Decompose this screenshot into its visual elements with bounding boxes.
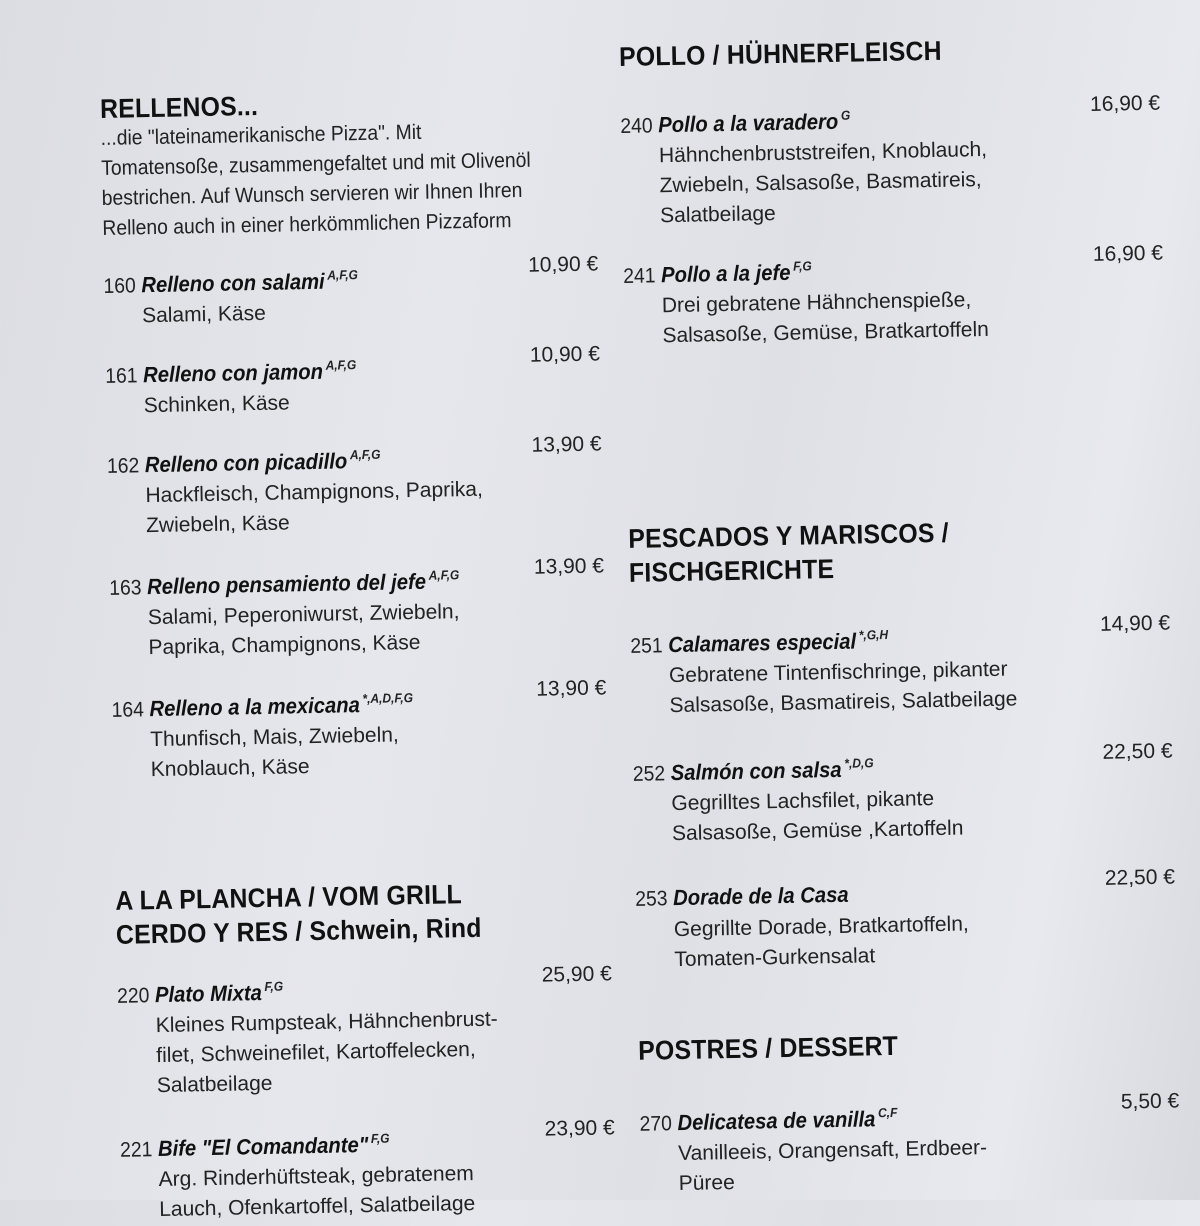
item-name: Pollo a la varadero [658, 108, 839, 138]
desc-line: Salsasoße, Gemüse ,Kartoffeln [671, 816, 964, 846]
item-allergens: C,F [877, 1104, 898, 1121]
desc-line: Tomaten-Gurkensalat [674, 944, 876, 972]
menu-item-163 [109, 554, 606, 663]
desc-line: Hackfleisch, Champignons, Paprika, [145, 477, 484, 508]
menu-item-160 [103, 252, 599, 331]
item-number: 163 [109, 576, 142, 600]
menu-item-220 [116, 962, 614, 1101]
item-number: 240 [620, 114, 653, 138]
item-name: Plato Mixta [154, 980, 263, 1008]
item-allergens: F,G [370, 1130, 390, 1146]
item-price: 14,90 € [1099, 611, 1171, 636]
item-name: Relleno con salami [141, 268, 325, 298]
desc-line: Zwiebeln, Käse [145, 511, 290, 538]
item-number: 161 [105, 364, 138, 388]
desc-line: Knoblauch, Käse [150, 755, 310, 782]
item-allergens: F,G [792, 258, 812, 274]
item-allergens: *,D,G [844, 755, 874, 771]
desc-line: Arg. Rinderhüftsteak, gebratenem [158, 1162, 475, 1192]
desc-line: Salatbeilage [156, 1071, 273, 1098]
desc-line: Lauch, Ofenkartoffel, Salatbeilage [159, 1191, 476, 1222]
menu-item-270 [639, 1089, 1181, 1199]
item-number: 251 [630, 634, 663, 658]
menu-item-252 [632, 739, 1175, 849]
desc-line: Vanilleeis, Orangensaft, Erdbeer- [677, 1136, 988, 1166]
item-price: 16,90 € [1089, 91, 1161, 116]
menu-item-240 [620, 91, 1162, 232]
item-description [674, 905, 1177, 975]
desc-line: Hähnchenbruststreifen, Knoblauch, [658, 137, 988, 168]
item-description [145, 472, 603, 541]
item-price: 10,90 € [529, 342, 601, 367]
item-allergens: A,F,G [327, 267, 359, 283]
desc-line: Gegrillte Dorade, Bratkartoffeln, [673, 912, 969, 942]
menu-item-251 [630, 611, 1172, 722]
desc-line: Schinken, Käse [143, 391, 290, 418]
item-allergens: A,F,G [428, 567, 460, 583]
section-title-pescados [628, 516, 950, 590]
item-allergens: A,F,G [349, 446, 381, 463]
desc-line: Salsasoße, Gemüse, Bratkartoffeln [662, 317, 990, 348]
item-price: 13,90 € [536, 676, 607, 701]
desc-line: Thunfisch, Mais, Zwiebeln, [149, 723, 399, 752]
item-description [150, 716, 608, 785]
item-description [678, 1129, 1181, 1199]
section-title-line: PESCADOS Y MARISCOS / [628, 517, 949, 554]
intro-line: Relleno auch in einer herkömmlichen Pizzaform [102, 209, 512, 240]
item-name: Relleno con jamon [142, 358, 324, 388]
section-title-line: A LA PLANCHA / VOM GRILL [115, 879, 463, 916]
item-number: 253 [635, 887, 668, 911]
section-title-plancha [115, 877, 482, 952]
menu-item-164 [111, 676, 608, 785]
item-number: 270 [639, 1112, 673, 1136]
section-title-rellenos: RELLENOS... [99, 90, 259, 124]
item-name: Delicatesa de vanilla [677, 1106, 876, 1136]
desc-line: Gebratene Tintenfischringe, pikanter [668, 657, 1008, 688]
item-description [662, 282, 1165, 352]
desc-line: Paprika, Champignons, Käse [148, 630, 421, 660]
item-price: 13,90 € [531, 432, 602, 457]
item-name: Salmón con salsa [670, 756, 842, 786]
intro-line: bestrichen. Auf Wunsch servieren wir Ihnen Ihren [101, 178, 523, 210]
item-price: 23,90 € [544, 1116, 615, 1141]
item-number: 252 [632, 762, 666, 786]
item-name: Bife "El Comandante" [157, 1132, 369, 1162]
item-name: Relleno pensamiento del jefe [146, 568, 427, 600]
item-description [671, 779, 1174, 849]
section-title-line: CERDO Y RES / Schwein, Rind [115, 912, 482, 950]
item-name: Pollo a la jefe [660, 259, 791, 288]
item-number: 220 [116, 984, 150, 1008]
item-price: 13,90 € [533, 554, 605, 579]
item-description [659, 132, 1163, 232]
item-name: Relleno a la mexicana [149, 692, 361, 722]
item-price: 5,50 € [1120, 1089, 1180, 1114]
item-price: 16,90 € [1092, 241, 1164, 266]
item-price: 25,90 € [541, 962, 613, 987]
item-description [158, 1156, 616, 1225]
menu-item-241 [623, 241, 1165, 352]
item-name: Dorade de la Casa [672, 881, 849, 911]
item-allergens: A,F,G [325, 357, 357, 373]
item-price: 22,50 € [1104, 865, 1176, 890]
item-allergens: G [840, 107, 851, 123]
item-description [155, 1002, 614, 1101]
menu-item-221 [119, 1116, 617, 1225]
item-number: 160 [103, 274, 136, 298]
menu-item-161 [105, 342, 601, 421]
item-allergens: F,G [264, 978, 284, 994]
desc-line: Salsasoße, Basmatireis, Salatbeilage [669, 687, 1018, 718]
intro-line: Tomatensoße, zusammengefaltet und mit Olivenöl [101, 148, 531, 180]
desc-line: Gegrilltes Lachsfilet, pikante [671, 787, 935, 816]
desc-line: Salami, Peperoniwurst, Zwiebeln, [147, 600, 460, 630]
item-price: 22,50 € [1102, 739, 1173, 764]
rellenos-intro [100, 116, 532, 244]
desc-line: Salatbeilage [659, 202, 776, 228]
desc-line: filet, Schweinefilet, Kartoffelecken, [156, 1037, 476, 1068]
item-number: 162 [106, 454, 140, 478]
desc-line: Salami, Käse [141, 301, 267, 328]
item-price: 10,90 € [527, 252, 599, 277]
menu-item-162 [106, 432, 604, 541]
item-description [148, 594, 606, 663]
intro-line: ...die "lateinamerikanische Pizza". Mit [100, 120, 422, 150]
desc-line: Zwiebeln, Salsasoße, Basmatireis, [659, 168, 982, 198]
item-name: Calamares especial [668, 628, 857, 658]
desc-line: Drei gebratene Hähnchenspieße, [661, 288, 972, 318]
section-title-postres: POSTRES / DESSERT [637, 1030, 899, 1066]
desc-line: Püree [678, 1170, 735, 1196]
item-number: 221 [119, 1138, 153, 1162]
item-description [669, 652, 1172, 722]
section-title-pollo: POLLO / HÜHNERFLEISCH [618, 35, 942, 72]
item-name: Relleno con picadillo [144, 448, 348, 478]
item-allergens: *,A,D,F,G [362, 690, 414, 707]
item-number: 164 [111, 698, 145, 722]
menu-item-253 [635, 865, 1177, 975]
section-title-line: FISCHGERICHTE [628, 553, 835, 588]
item-allergens: *,G,H [858, 626, 889, 643]
item-number: 241 [623, 264, 656, 288]
desc-line: Kleines Rumpsteak, Hähnchenbrust- [155, 1007, 498, 1038]
